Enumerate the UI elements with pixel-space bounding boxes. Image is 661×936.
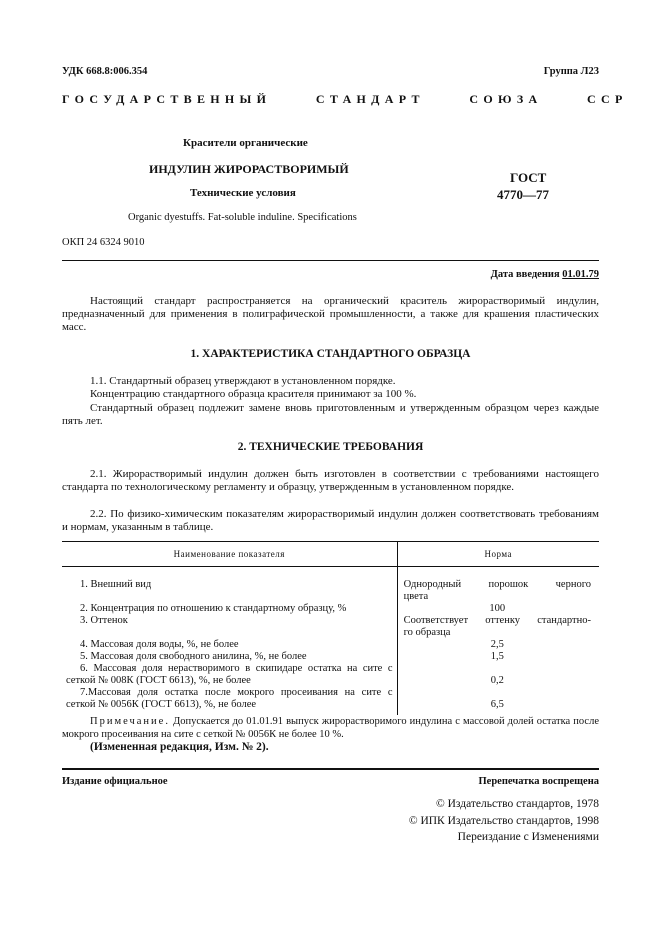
state-standard-banner bbox=[62, 92, 628, 107]
official-edition: Издание официальное bbox=[62, 776, 168, 787]
row-name: 6. Массовая доля нерастворимого в скипидаре остатка на сите с bbox=[80, 663, 393, 674]
intro-date bbox=[491, 269, 599, 280]
banner-word: СОЮЗА bbox=[469, 92, 543, 106]
udk-code: УДК 668.8:006.354 bbox=[62, 66, 148, 77]
table-row bbox=[62, 603, 599, 615]
reprint-prohibited: Перепечатка воспрещена bbox=[478, 776, 599, 787]
row-name: 7.Массовая доля остатка после мокрого просеивания на сите с bbox=[80, 687, 393, 698]
table-row bbox=[62, 651, 599, 663]
row-norm: 2,5 bbox=[490, 639, 504, 650]
section-2-heading: 2. ТЕХНИЧЕСКИЕ ТРЕБОВАНИЯ bbox=[237, 441, 424, 453]
copyright-1998: © ИПК Издательство стандартов, 1998 bbox=[408, 815, 599, 827]
english-title: Organic dyestuffs. Fat-soluble induline. Specifications bbox=[128, 212, 357, 223]
gost-label: ГОСТ bbox=[510, 170, 547, 185]
row-name: 5. Массовая доля свободного анилина, %, не более bbox=[80, 651, 307, 662]
section-2-p2: 2.2. По физико-химическим показателям жирорастворимый индулин должен соответствовать требованиям и нормам, указанным в таблице. bbox=[62, 508, 599, 533]
intro-date-value: 01.01.79 bbox=[562, 269, 599, 280]
banner-word: ГОСУДАРСТВЕННЫЙ bbox=[62, 92, 272, 106]
revision-note: (Измененная редакция, Изм. № 2). bbox=[90, 741, 269, 753]
row-norm: Однородный порошок черного bbox=[403, 579, 591, 590]
table-row bbox=[62, 615, 599, 639]
row-norm: 100 bbox=[489, 603, 506, 614]
divider bbox=[62, 260, 599, 261]
section-1-p3: Стандартный образец подлежит замене вновь приготовленным и утвержденным образцом через каждые пять лет. bbox=[62, 402, 599, 427]
reissue-note: Переиздание с Изменениями bbox=[457, 831, 599, 843]
note-label: Примечание. bbox=[90, 716, 170, 727]
row-name: 4. Массовая доля воды, %, не более bbox=[80, 639, 239, 650]
row-norm: 6,5 bbox=[490, 699, 504, 710]
product-category: Красители органические bbox=[183, 137, 308, 149]
banner-word: СТАНДАРТ bbox=[315, 92, 425, 106]
section-1-p1: 1.1. Стандартный образец утверждают в установленном порядке. bbox=[90, 375, 396, 387]
table-row bbox=[62, 567, 599, 604]
banner-word: ССР bbox=[587, 92, 628, 106]
column-header-norm: Норма bbox=[397, 542, 599, 567]
requirements-table bbox=[62, 541, 599, 715]
footer-divider bbox=[62, 768, 599, 770]
table-row bbox=[62, 639, 599, 651]
gost-number: 4770—77 bbox=[497, 187, 549, 202]
row-name: 1. Внешний вид bbox=[80, 579, 152, 590]
row-name: 2. Концентрация по отношению к стандартному образцу, % bbox=[80, 603, 347, 614]
intro-paragraph: Настоящий стандарт распространяется на органический краситель жирорастворимый индулин, предназначенный для применения в полиграфической промышленности, а также для крашения пластических масс. bbox=[62, 295, 599, 333]
document-subtitle: Технические условия bbox=[190, 187, 296, 199]
section-1-heading: 1. ХАРАКТЕРИСТИКА СТАНДАРТНОГО ОБРАЗЦА bbox=[190, 348, 471, 360]
row-norm: Соответствует оттенку стандартно- bbox=[403, 615, 591, 626]
row-norm: цвета bbox=[403, 591, 429, 602]
note-text: Допускается до 01.01.91 выпуск жирорастворимого индулина с массовой долей остатка после мокрого просеивания на сите с сеткой № 0056К не более 10 %. bbox=[62, 716, 599, 740]
table-note bbox=[62, 715, 599, 741]
row-norm: 0,2 bbox=[490, 675, 504, 686]
row-name: сеткой № 0056К (ГОСТ 6613), %, не более bbox=[66, 699, 257, 710]
okp-code: ОКП 24 6324 9010 bbox=[62, 237, 145, 248]
row-norm: го образца bbox=[403, 627, 451, 638]
group-code: Группа Л23 bbox=[543, 66, 599, 77]
intro-date-label: Дата введения bbox=[490, 269, 560, 280]
row-name: сеткой № 008К (ГОСТ 6613), %, не более bbox=[66, 675, 251, 686]
row-name: 3. Оттенок bbox=[80, 615, 128, 626]
section-2-p1: 2.1. Жирорастворимый индулин должен быть изготовлен в соответствии с требованиями настоящего стандарта по технологическому регламенту и образцу, утвержденным в установленном порядке. bbox=[62, 468, 599, 493]
product-name: ИНДУЛИН ЖИРОРАСТВОРИМЫЙ bbox=[149, 162, 349, 176]
column-header-name: Наименование показателя bbox=[62, 542, 397, 567]
copyright-1978: © Издательство стандартов, 1978 bbox=[435, 798, 599, 810]
row-norm: 1,5 bbox=[490, 651, 504, 662]
section-1-p2: Концентрацию стандартного образца красителя принимают за 100 %. bbox=[90, 388, 417, 400]
table-row bbox=[62, 687, 599, 715]
table-row bbox=[62, 663, 599, 687]
